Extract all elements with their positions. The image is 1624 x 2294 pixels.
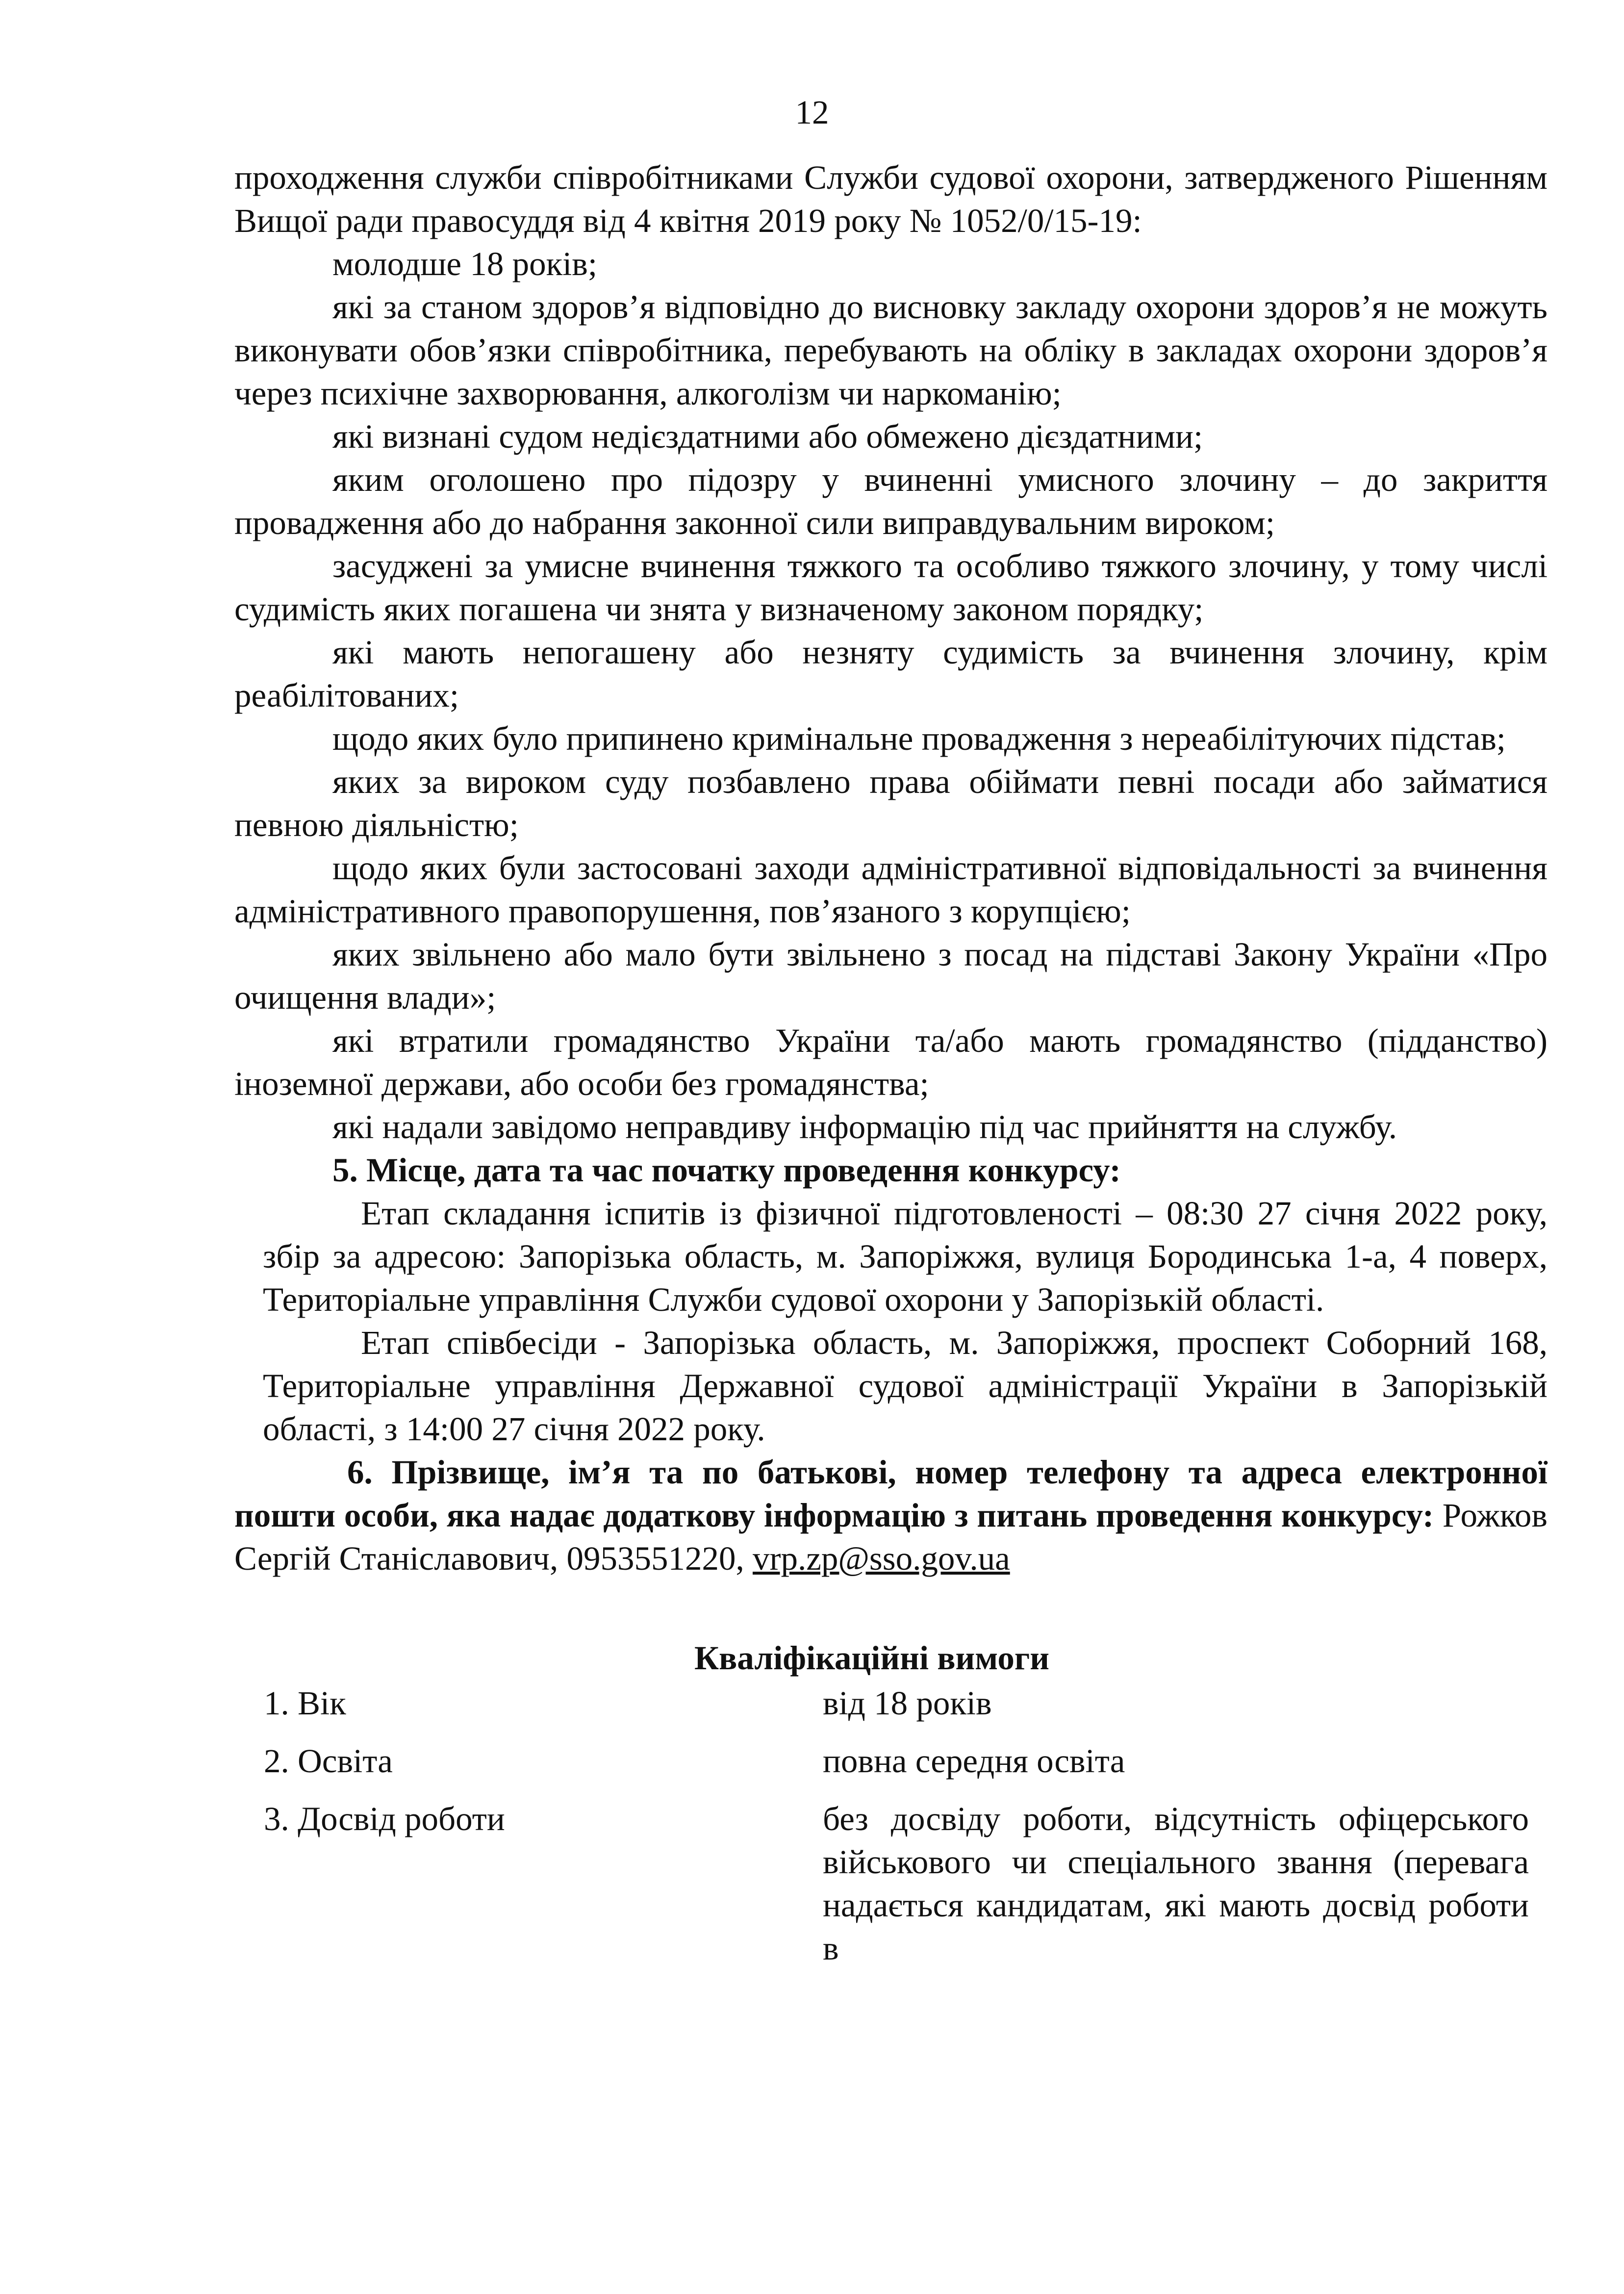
contact-email-link[interactable]: vrp.zp@sso.gov.ua [752, 1540, 1010, 1577]
paragraph-intro: проходження служби співробітниками Служби судової охорони, затвердженого Рішенням Вищої ради правосуддя від 4 квітня 2019 року № 1052/0/15-19: [234, 159, 1548, 239]
list-item-terminated-proceedings: щодо яких було припинено кримінальне провадження з нереабілітуючих підстав; [332, 720, 1506, 757]
list-item-suspicion: яким оголошено про підозру у вчиненні умисного злочину – до закриття провадження або до набрання законної сили виправдувальним вироком; [234, 461, 1548, 541]
table-row [264, 1739, 1548, 1783]
section6-heading: 6. Прізвище, ім’я та по батькові, номер телефону та адреса електронної пошти особи, яка надає додаткову інформацію з питань проведення конкурсу: [234, 1453, 1548, 1534]
list-item-lustration: яких звільнено або мало бути звільнено з посад на підставі Закону України «Про очищення влади»; [234, 936, 1548, 1016]
document-body [234, 156, 1548, 1985]
list-item-health: які за станом здоров’я відповідно до висновку закладу охорони здоров’я не можуть виконувати обов’язки співробітника, перебувають на обліку в закладах охорони здоров’я через психічне захворювання, алкоголізм чи наркоманію; [234, 288, 1548, 412]
requirement-label: 1. Вік [264, 1684, 346, 1722]
qualifications-table [264, 1682, 1548, 1970]
requirement-label: 2. Освіта [264, 1742, 393, 1780]
list-item-age: молодше 18 років; [332, 245, 598, 282]
section6-paragraph [234, 1451, 1548, 1580]
section5-stage-interview: Етап співбесіди - Запорізька область, м. Запоріжжя, проспект Соборний 168, Територіальне управління Державної судової адміністрації України в Запорізькій області, з 14:00 27 січня 2022 року. [263, 1324, 1548, 1448]
requirement-value: без досвіду роботи, відсутність офіцерського військового чи спеціального звання (перевага надається кандидатам, які мають досвід роботи в [823, 1800, 1529, 1967]
section6-contact: Рожков Сергій Станіславович, 0953551220, [234, 1497, 1548, 1577]
list-item-incapacity: які визнані судом недієздатними або обмежено дієздатними; [332, 418, 1203, 455]
table-row [264, 1682, 1548, 1725]
requirement-value: від 18 років [823, 1684, 992, 1722]
qualifications-heading: Кваліфікаційні вимоги [694, 1639, 1049, 1677]
list-item-corruption: щодо яких були застосовані заходи адміністративної відповідальності за вчинення адміністративного правопорушення, пов’язаного з корупцією; [234, 849, 1548, 930]
requirement-value: повна середня освіта [823, 1742, 1125, 1780]
page-number: 12 [795, 94, 829, 131]
list-item-false-info: які надали завідомо неправдиву інформацію під час прийняття на службу. [332, 1108, 1397, 1146]
list-item-deprived-rights: яких за вироком суду позбавлено права обіймати певні посади або займатися певною діяльністю; [234, 763, 1548, 843]
table-row [264, 1797, 1548, 1970]
section5-body [234, 1192, 1548, 1451]
list-item-record: які мають непогашену або незняту судимість за вчинення злочину, крім реабілітованих; [234, 634, 1548, 714]
requirement-label: 3. Досвід роботи [264, 1800, 505, 1837]
section5-heading: 5. Місце, дата та час початку проведення конкурсу: [332, 1151, 1121, 1189]
section5-stage-physical: Етап складання іспитів із фізичної підготовленості – 08:30 27 січня 2022 року, збір за адресою: Запорізька область, м. Запоріжжя, вулиця Бородинська 1-а, 4 поверх, Територіальне управління Служби судової охорони у Запорізькій області. [263, 1195, 1548, 1318]
list-item-citizenship: які втратили громадянство України та/або мають громадянство (підданство) іноземної держави, або особи без громадянства; [234, 1022, 1548, 1102]
list-item-convicted: засуджені за умисне вчинення тяжкого та особливо тяжкого злочину, у тому числі судимість яких погашена чи знята у визначеному законом порядку; [234, 547, 1548, 628]
